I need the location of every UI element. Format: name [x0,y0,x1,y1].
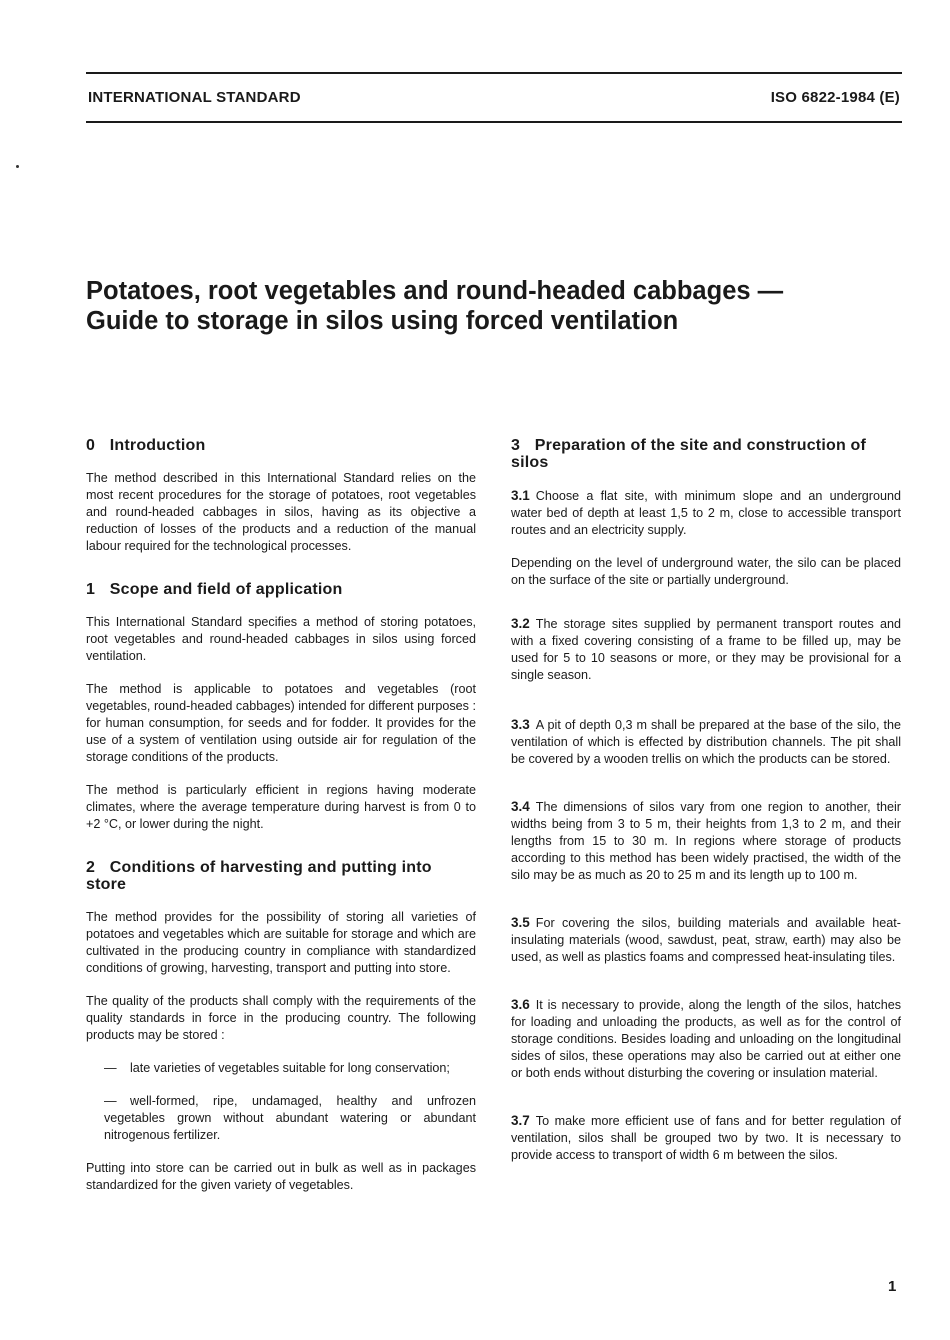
top-rule [86,72,902,74]
clause-text: The storage sites supplied by permanent transport routes and with a fixed covering consisting of a frame to be filled up, may be used for 5 to 10 seasons or more, or they may be provisional for a single season. [511,617,901,682]
clause-text: A pit of depth 0,3 m shall be prepared at the base of the silo, the ventilation of which is effected by distribution channels. The pit shall be covered by a wooden trellis on which the products can be stored. [511,718,901,766]
section-title: Introduction [109,437,206,454]
section-title: Scope and field of application [109,581,343,598]
intro-paragraph: The method described in this International Standard relies on the most recent procedures for the storage of potatoes, root vegetables and round-headed cabbages in silos, having as its objective a reduction of losses of the products and a reduction of the manual labour required for the technological processes. [86,471,476,553]
clause-number: 3.7 [511,1113,530,1128]
scope-paragraph-1: This International Standard specifies a method of storing potatoes, root vegetables and round-headed cabbages in silos using forced ventilation. [86,615,476,663]
page-number: 1 [888,1278,897,1295]
clause-3-5 [511,914,901,966]
clause-3-6 [511,996,901,1082]
clause-text: The dimensions of silos vary from one region to another, their widths being from 3 to 5 m, their heights from 1,3 to 2 m, and their lengths from 15 to 30 m. In regions where storage of products according to this method has been widely practised, the width of the silo may be as much as 20 to 25 m and its length up to 100 m. [511,800,901,882]
conditions-paragraph-2: The quality of the products shall comply with the requirements of the quality standards in force in the producing country. The following products may be stored : [86,994,476,1042]
clause-number: 3.6 [511,997,530,1012]
right-column [511,437,901,1180]
clause-number: 3.3 [511,717,530,732]
section-number: 0 [86,437,96,454]
scope-paragraph-3: The method is particularly efficient in regions having moderate climates, where the average temperature during harvest is from 0 to +2 °C, or lower during the night. [86,783,476,831]
section-number: 2 [86,859,96,876]
dash-item-1 [86,1060,476,1077]
section-number: 3 [511,437,521,454]
clause-3-4 [511,798,901,884]
dash-mark: — [104,1061,117,1075]
clause-number: 3.2 [511,616,530,631]
clause-3-1 [511,487,901,539]
conditions-paragraph-3: Putting into store can be carried out in bulk as well as in packages standardized for the given variety of vegetables. [86,1161,476,1192]
section-number: 1 [86,581,96,598]
clause-3-3 [511,716,901,768]
section-title: Preparation of the site and construction of silos [511,437,867,471]
clause-number: 3.1 [511,488,530,503]
section-2-heading [86,859,476,893]
scope-paragraph-2: The method is applicable to potatoes and vegetables (root vegetables, round-headed cabbages) intended for different purposes : for human consumption, for seeds and for fodder. It provides for the use of a system of ventilation using outside air for regulation of the storage conditions of the products. [86,682,476,764]
clause-text: It is necessary to provide, along the length of the silos, hatches for loading and unloading the products, as well as for the control of storage conditions. Besides loading and unloading on the longitudinal sides of silos, these operations may also be carried out at either one or both ends without disturbing the covering or insulation material. [511,998,901,1080]
document-title [86,276,906,336]
title-line-2: Guide to storage in silos using forced ventilation [86,307,679,335]
clause-number: 3.5 [511,915,530,930]
section-title: Conditions of harvesting and putting into store [86,859,432,893]
clause-3-1-continued: Depending on the level of underground water, the silo can be placed on the surface of the site or partially underground. [511,556,901,587]
dash-item-2 [86,1093,476,1144]
section-0-heading [86,437,476,454]
header-standard-number: ISO 6822-1984 (E) [770,89,900,106]
section-1-heading [86,581,476,598]
header-bottom-rule [86,121,902,123]
clause-text: Choose a flat site, with minimum slope and an underground water bed of depth at least 1,5 to 2 m, close to accessible transport routes and an electricity supply. [511,489,901,537]
section-3-heading [511,437,901,471]
dash-mark: — [104,1094,117,1108]
clause-number: 3.4 [511,799,530,814]
clause-text: To make more efficient use of fans and for better regulation of ventilation, silos shall be grouped two by two. It is necessary to provide access to transport of width 6 m between the silos. [511,1114,901,1162]
dash-item-text: late varieties of vegetables suitable for long conservation; [130,1061,450,1075]
dash-item-text: well-formed, ripe, undamaged, healthy and unfrozen vegetables grown without abundant watering or abundant nitrogenous fertilizer. [104,1094,476,1142]
scan-speck [16,165,19,168]
header-standard-label: INTERNATIONAL STANDARD [88,89,301,106]
clause-3-7 [511,1112,901,1164]
title-line-1: Potatoes, root vegetables and round-headed cabbages — [86,277,784,305]
conditions-paragraph-1: The method provides for the possibility of storing all varieties of potatoes and vegetables which are suitable for storage and which are cultivated in the producing country in compliance with standardized conditions of growing, harvesting, transport and putting into store. [86,910,476,975]
left-column [86,437,476,1210]
clause-3-2 [511,615,901,684]
clause-text: For covering the silos, building materials and available heat-insulating materials (wood, sawdust, peat, straw, earth) may also be used, as well as plastics foams and compressed heat-insulating tiles. [511,916,901,964]
